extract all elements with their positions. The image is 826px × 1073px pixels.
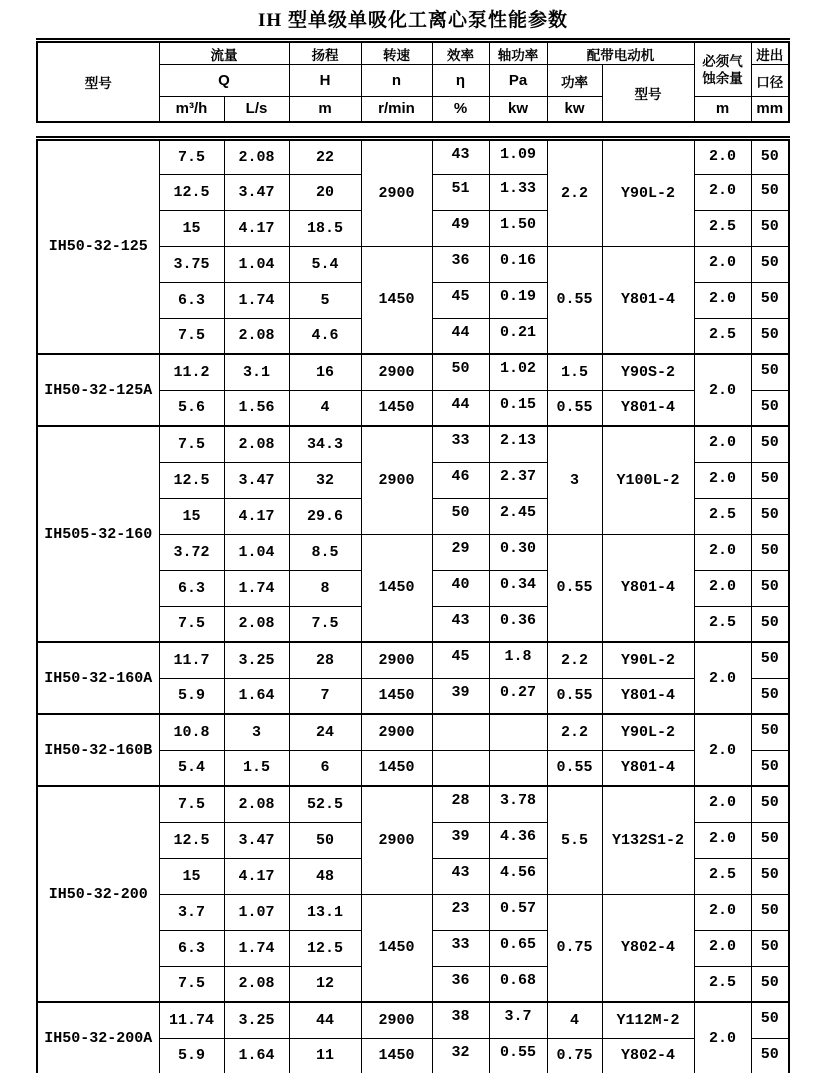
pump-model-cell: IH50-32-160B [37,714,159,786]
cell-speed_rpm: 2900 [361,714,432,750]
cell-speed_rpm: 1450 [361,390,432,426]
cell-q_m3h: 11.2 [159,354,224,390]
cell-motor_model: Y90L-2 [602,642,694,678]
cell-shaft_power_kw: 0.27 [489,678,547,714]
table-row [37,354,789,390]
cell-motor_model: Y802-4 [602,894,694,1002]
header-npsh-line2: 蚀余量 [702,70,743,86]
cell-q_ls: 2.08 [224,786,289,822]
cell-shaft_power_kw: 0.16 [489,246,547,282]
cell-speed_rpm: 1450 [361,894,432,1002]
cell-q_ls: 1.5 [224,750,289,786]
cell-head_m: 32 [289,462,361,498]
cell-efficiency_pct: 44 [432,390,489,426]
cell-q_m3h: 6.3 [159,282,224,318]
cell-shaft_power_kw: 0.21 [489,318,547,354]
cell-q_ls: 3.25 [224,642,289,678]
header-speed: 转速 [361,41,432,65]
performance-table-header [36,38,790,123]
cell-q_m3h: 3.72 [159,534,224,570]
cell-q_m3h: 12.5 [159,822,224,858]
cell-port_dn_mm: 50 [751,282,789,318]
cell-motor_power_kw: 0.55 [547,678,602,714]
cell-shaft_power_kw: 1.8 [489,642,547,678]
cell-motor_power_kw: 1.5 [547,354,602,390]
header-motor-power-unit: kw [547,97,602,122]
header-npsh-line1: 必须气 [702,53,743,69]
header-speed-unit: r/min [361,97,432,122]
header-head-unit: m [289,97,361,122]
cell-port_dn_mm: 50 [751,786,789,822]
header-head-symbol: H [289,65,361,97]
cell-npsh_m: 2.0 [694,282,751,318]
cell-q_m3h: 6.3 [159,930,224,966]
table-row [37,1002,789,1038]
cell-port_dn_mm: 50 [751,426,789,462]
cell-shaft_power_kw: 3.78 [489,786,547,822]
cell-head_m: 34.3 [289,426,361,462]
cell-efficiency_pct: 50 [432,498,489,534]
cell-speed_rpm: 2900 [361,642,432,678]
pump-model-cell: IH50-32-200 [37,786,159,1002]
cell-motor_power_kw: 2.2 [547,138,602,246]
cell-shaft_power_kw: 1.09 [489,138,547,174]
cell-head_m: 11 [289,1038,361,1073]
cell-motor_model: Y802-4 [602,1038,694,1073]
cell-speed_rpm: 2900 [361,354,432,390]
cell-q_m3h: 7.5 [159,966,224,1002]
cell-q_m3h: 10.8 [159,714,224,750]
cell-npsh_m: 2.0 [694,642,751,714]
cell-q_m3h: 12.5 [159,174,224,210]
cell-motor_model: Y801-4 [602,246,694,354]
page-title: IH 型单级单吸化工离心泵性能参数 [258,10,568,31]
cell-efficiency_pct: 43 [432,138,489,174]
cell-port_dn_mm: 50 [751,498,789,534]
cell-head_m: 12 [289,966,361,1002]
cell-shaft_power_kw: 0.19 [489,282,547,318]
cell-q_m3h: 11.7 [159,642,224,678]
cell-npsh_m: 2.0 [694,426,751,462]
cell-port_dn_mm: 50 [751,210,789,246]
cell-motor_power_kw: 0.55 [547,246,602,354]
table-row [37,642,789,678]
pump-model-cell: IH50-32-125 [37,138,159,354]
cell-head_m: 5.4 [289,246,361,282]
cell-port_dn_mm: 50 [751,858,789,894]
table-row [37,138,789,174]
cell-speed_rpm: 2900 [361,786,432,894]
cell-efficiency_pct: 43 [432,858,489,894]
cell-motor_model: Y801-4 [602,534,694,642]
cell-port_dn_mm: 50 [751,966,789,1002]
pump-model-cell: IH50-32-125A [37,354,159,426]
cell-motor_power_kw: 0.55 [547,390,602,426]
cell-head_m: 28 [289,642,361,678]
cell-q_ls: 1.04 [224,246,289,282]
cell-port_dn_mm: 50 [751,930,789,966]
cell-head_m: 16 [289,354,361,390]
cell-head_m: 7 [289,678,361,714]
cell-motor_power_kw: 5.5 [547,786,602,894]
cell-efficiency_pct: 38 [432,1002,489,1038]
cell-motor_power_kw: 0.75 [547,1038,602,1073]
cell-npsh_m: 2.0 [694,534,751,570]
cell-speed_rpm: 1450 [361,750,432,786]
cell-head_m: 44 [289,1002,361,1038]
cell-efficiency_pct: 49 [432,210,489,246]
cell-efficiency_pct: 50 [432,354,489,390]
cell-npsh_m: 2.0 [694,462,751,498]
cell-efficiency_pct [432,750,489,786]
cell-speed_rpm: 1450 [361,678,432,714]
cell-motor_model: Y100L-2 [602,426,694,534]
pump-model-cell: IH50-32-160A [37,642,159,714]
cell-q_m3h: 15 [159,210,224,246]
cell-efficiency_pct: 28 [432,786,489,822]
cell-motor_model: Y801-4 [602,750,694,786]
cell-efficiency_pct: 39 [432,678,489,714]
cell-shaft_power_kw: 3.7 [489,1002,547,1038]
cell-head_m: 22 [289,138,361,174]
cell-q_ls: 1.74 [224,282,289,318]
cell-motor_model: Y801-4 [602,390,694,426]
cell-motor_power_kw: 0.55 [547,534,602,642]
cell-head_m: 8 [289,570,361,606]
cell-npsh_m: 2.0 [694,786,751,822]
cell-efficiency_pct: 36 [432,246,489,282]
cell-shaft_power_kw: 0.30 [489,534,547,570]
cell-q_m3h: 3.7 [159,894,224,930]
cell-npsh_m: 2.0 [694,894,751,930]
cell-q_ls: 3.1 [224,354,289,390]
cell-port_dn_mm: 50 [751,138,789,174]
cell-shaft_power_kw: 0.34 [489,570,547,606]
cell-port_dn_mm: 50 [751,822,789,858]
cell-efficiency_pct: 46 [432,462,489,498]
cell-q_ls: 1.64 [224,1038,289,1073]
cell-q_m3h: 5.9 [159,1038,224,1073]
cell-motor_power_kw: 2.2 [547,714,602,750]
cell-npsh_m: 2.5 [694,966,751,1002]
cell-efficiency_pct: 51 [432,174,489,210]
header-port-line1: 进出 [751,41,789,65]
cell-speed_rpm: 1450 [361,1038,432,1073]
cell-shaft_power_kw: 2.37 [489,462,547,498]
cell-port_dn_mm: 50 [751,246,789,282]
pump-model-cell: IH50-32-200A [37,1002,159,1073]
cell-motor_power_kw: 4 [547,1002,602,1038]
cell-npsh_m: 2.5 [694,210,751,246]
cell-head_m: 52.5 [289,786,361,822]
header-motor: 配带电动机 [547,41,694,65]
header-npsh-unit: m [694,97,751,122]
cell-efficiency_pct: 44 [432,318,489,354]
header-motor-model: 型号 [602,65,694,122]
cell-q_m3h: 6.3 [159,570,224,606]
header-flow-unit-m3h: m³/h [159,97,224,122]
cell-motor_model: Y90L-2 [602,138,694,246]
cell-speed_rpm: 2900 [361,426,432,534]
cell-q_ls: 1.04 [224,534,289,570]
cell-npsh_m: 2.0 [694,930,751,966]
cell-npsh_m: 2.0 [694,822,751,858]
cell-q_ls: 3.47 [224,174,289,210]
cell-q_ls: 1.74 [224,930,289,966]
cell-speed_rpm: 2900 [361,1002,432,1038]
cell-q_m3h: 7.5 [159,786,224,822]
cell-shaft_power_kw [489,750,547,786]
cell-head_m: 20 [289,174,361,210]
cell-q_ls: 3.25 [224,1002,289,1038]
cell-npsh_m: 2.0 [694,714,751,786]
cell-efficiency_pct: 45 [432,282,489,318]
cell-motor_model: Y90S-2 [602,354,694,390]
cell-efficiency_pct: 36 [432,966,489,1002]
cell-shaft_power_kw: 0.36 [489,606,547,642]
cell-npsh_m: 2.0 [694,174,751,210]
cell-head_m: 29.6 [289,498,361,534]
cell-port_dn_mm: 50 [751,462,789,498]
cell-motor_power_kw: 0.75 [547,894,602,1002]
header-shaft-power: 轴功率 [489,41,547,65]
cell-q_ls: 3.47 [224,822,289,858]
cell-q_ls: 2.08 [224,138,289,174]
cell-port_dn_mm: 50 [751,570,789,606]
cell-shaft_power_kw: 0.55 [489,1038,547,1073]
cell-shaft_power_kw: 0.68 [489,966,547,1002]
cell-q_ls: 2.08 [224,606,289,642]
cell-port_dn_mm: 50 [751,894,789,930]
cell-port_dn_mm: 50 [751,642,789,678]
cell-head_m: 4 [289,390,361,426]
pump-model-cell: IH505-32-160 [37,426,159,642]
header-speed-symbol: n [361,65,432,97]
cell-head_m: 8.5 [289,534,361,570]
performance-table-body [37,138,789,1073]
cell-efficiency_pct: 45 [432,642,489,678]
cell-speed_rpm: 1450 [361,246,432,354]
cell-q_ls: 1.07 [224,894,289,930]
cell-shaft_power_kw: 1.02 [489,354,547,390]
cell-port_dn_mm: 50 [751,606,789,642]
header-flow: 流量 [159,41,289,65]
cell-head_m: 13.1 [289,894,361,930]
cell-shaft_power_kw: 1.50 [489,210,547,246]
cell-q_m3h: 11.74 [159,1002,224,1038]
cell-speed_rpm: 2900 [361,138,432,246]
header-shaft-power-unit: kw [489,97,547,122]
cell-port_dn_mm: 50 [751,354,789,390]
cell-q_ls: 4.17 [224,858,289,894]
table-row [37,714,789,750]
cell-port_dn_mm: 50 [751,714,789,750]
cell-npsh_m: 2.0 [694,246,751,282]
cell-q_ls: 2.08 [224,426,289,462]
cell-efficiency_pct [432,714,489,750]
cell-q_m3h: 7.5 [159,426,224,462]
cell-shaft_power_kw: 0.65 [489,930,547,966]
cell-motor_power_kw: 0.55 [547,750,602,786]
header-flow-symbol: Q [159,65,289,97]
cell-q_m3h: 12.5 [159,462,224,498]
cell-motor_model: Y90L-2 [602,714,694,750]
cell-q_m3h: 15 [159,858,224,894]
cell-port_dn_mm: 50 [751,534,789,570]
header-port-line2: 口径 [751,65,789,97]
cell-efficiency_pct: 33 [432,930,489,966]
cell-port_dn_mm: 50 [751,750,789,786]
cell-head_m: 12.5 [289,930,361,966]
cell-q_ls: 1.56 [224,390,289,426]
cell-q_ls: 2.08 [224,966,289,1002]
cell-npsh_m: 2.5 [694,498,751,534]
cell-q_ls: 3.47 [224,462,289,498]
cell-q_ls: 3 [224,714,289,750]
cell-efficiency_pct: 43 [432,606,489,642]
cell-q_m3h: 5.4 [159,750,224,786]
cell-npsh_m: 2.0 [694,1002,751,1073]
cell-shaft_power_kw: 0.57 [489,894,547,930]
cell-port_dn_mm: 50 [751,1038,789,1073]
header-model: 型号 [37,41,159,122]
cell-head_m: 7.5 [289,606,361,642]
cell-head_m: 6 [289,750,361,786]
cell-q_m3h: 7.5 [159,606,224,642]
cell-shaft_power_kw: 2.45 [489,498,547,534]
cell-motor_power_kw: 2.2 [547,642,602,678]
cell-efficiency_pct: 39 [432,822,489,858]
cell-q_ls: 4.17 [224,210,289,246]
cell-head_m: 24 [289,714,361,750]
cell-q_m3h: 3.75 [159,246,224,282]
cell-npsh_m: 2.5 [694,606,751,642]
cell-shaft_power_kw: 4.56 [489,858,547,894]
cell-head_m: 18.5 [289,210,361,246]
cell-efficiency_pct: 32 [432,1038,489,1073]
cell-head_m: 5 [289,282,361,318]
cell-port_dn_mm: 50 [751,1002,789,1038]
cell-motor_power_kw: 3 [547,426,602,534]
cell-efficiency_pct: 40 [432,570,489,606]
cell-speed_rpm: 1450 [361,534,432,642]
cell-head_m: 50 [289,822,361,858]
cell-q_ls: 1.74 [224,570,289,606]
header-shaft-power-symbol: Pa [489,65,547,97]
header-npsh [694,41,751,97]
cell-motor_model: Y132S1-2 [602,786,694,894]
cell-q_m3h: 7.5 [159,318,224,354]
cell-npsh_m: 2.5 [694,858,751,894]
table-row [37,426,789,462]
cell-q_ls: 1.64 [224,678,289,714]
cell-npsh_m: 2.0 [694,570,751,606]
cell-head_m: 4.6 [289,318,361,354]
cell-q_ls: 2.08 [224,318,289,354]
cell-q_m3h: 5.9 [159,678,224,714]
cell-shaft_power_kw: 1.33 [489,174,547,210]
cell-npsh_m: 2.0 [694,138,751,174]
cell-head_m: 48 [289,858,361,894]
header-flow-unit-ls: L/s [224,97,289,122]
cell-shaft_power_kw: 0.15 [489,390,547,426]
header-efficiency-symbol: η [432,65,489,97]
cell-shaft_power_kw: 2.13 [489,426,547,462]
cell-q_ls: 4.17 [224,498,289,534]
cell-motor_model: Y801-4 [602,678,694,714]
header-head: 扬程 [289,41,361,65]
cell-q_m3h: 5.6 [159,390,224,426]
cell-motor_model: Y112M-2 [602,1002,694,1038]
cell-npsh_m: 2.5 [694,318,751,354]
cell-q_m3h: 15 [159,498,224,534]
cell-port_dn_mm: 50 [751,318,789,354]
cell-port_dn_mm: 50 [751,678,789,714]
cell-shaft_power_kw [489,714,547,750]
table-row [37,786,789,822]
header-efficiency-unit: % [432,97,489,122]
cell-shaft_power_kw: 4.36 [489,822,547,858]
header-motor-power: 功率 [547,65,602,97]
performance-table [36,136,790,1073]
cell-port_dn_mm: 50 [751,174,789,210]
cell-efficiency_pct: 29 [432,534,489,570]
cell-port_dn_mm: 50 [751,390,789,426]
cell-q_m3h: 7.5 [159,138,224,174]
header-efficiency: 效率 [432,41,489,65]
header-port-unit: mm [751,97,789,122]
cell-efficiency_pct: 33 [432,426,489,462]
cell-npsh_m: 2.0 [694,354,751,426]
cell-efficiency_pct: 23 [432,894,489,930]
